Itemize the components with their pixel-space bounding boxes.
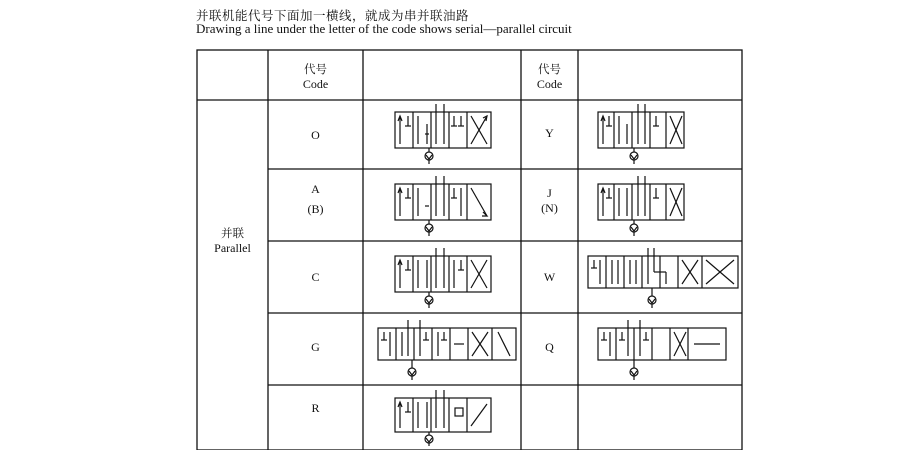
valve-symbol-J (594, 176, 690, 236)
header-code-right (521, 62, 578, 92)
code-left-4: R (311, 401, 320, 415)
code-left-3: G (311, 340, 320, 354)
valve-symbol-R (389, 390, 495, 446)
valve-symbol-W (584, 248, 740, 308)
group-label-zh: 并联 (221, 226, 244, 240)
code-right-2: W (543, 270, 556, 284)
code-right-3: Q (545, 340, 554, 354)
header-code-en: Code (302, 77, 329, 91)
group-label-en: Parallel (214, 241, 251, 255)
valve-symbol-O (389, 104, 495, 164)
code-right-0: Y (545, 126, 554, 140)
valve-symbol-A (389, 176, 495, 236)
valve-symbol-G (374, 320, 520, 380)
title-en: Drawing a line under the letter of the code shows serial—parallel circuit (196, 21, 572, 36)
group-label (197, 226, 268, 256)
code-right-1 (521, 186, 578, 216)
code-left-1-sub: (B) (307, 202, 324, 216)
code-right-1-sub: (N) (541, 201, 558, 215)
valve-symbol-Q (594, 320, 730, 380)
valve-symbol-Y (594, 104, 690, 164)
header-code-zh: 代号 (538, 62, 561, 76)
code-left-1 (268, 182, 363, 217)
code-left-1-main: A (311, 182, 320, 196)
code-left-0: O (311, 128, 320, 142)
code-left-2: C (311, 270, 320, 284)
header-code-zh: 代号 (304, 62, 327, 76)
title-zh: 并联机能代号下面加一横线，就成为串并联油路 (196, 8, 470, 23)
header-code-en: Code (536, 77, 563, 91)
code-right-1-main: J (547, 186, 552, 200)
valve-symbol-C (389, 248, 495, 308)
header-code-left (268, 62, 363, 92)
